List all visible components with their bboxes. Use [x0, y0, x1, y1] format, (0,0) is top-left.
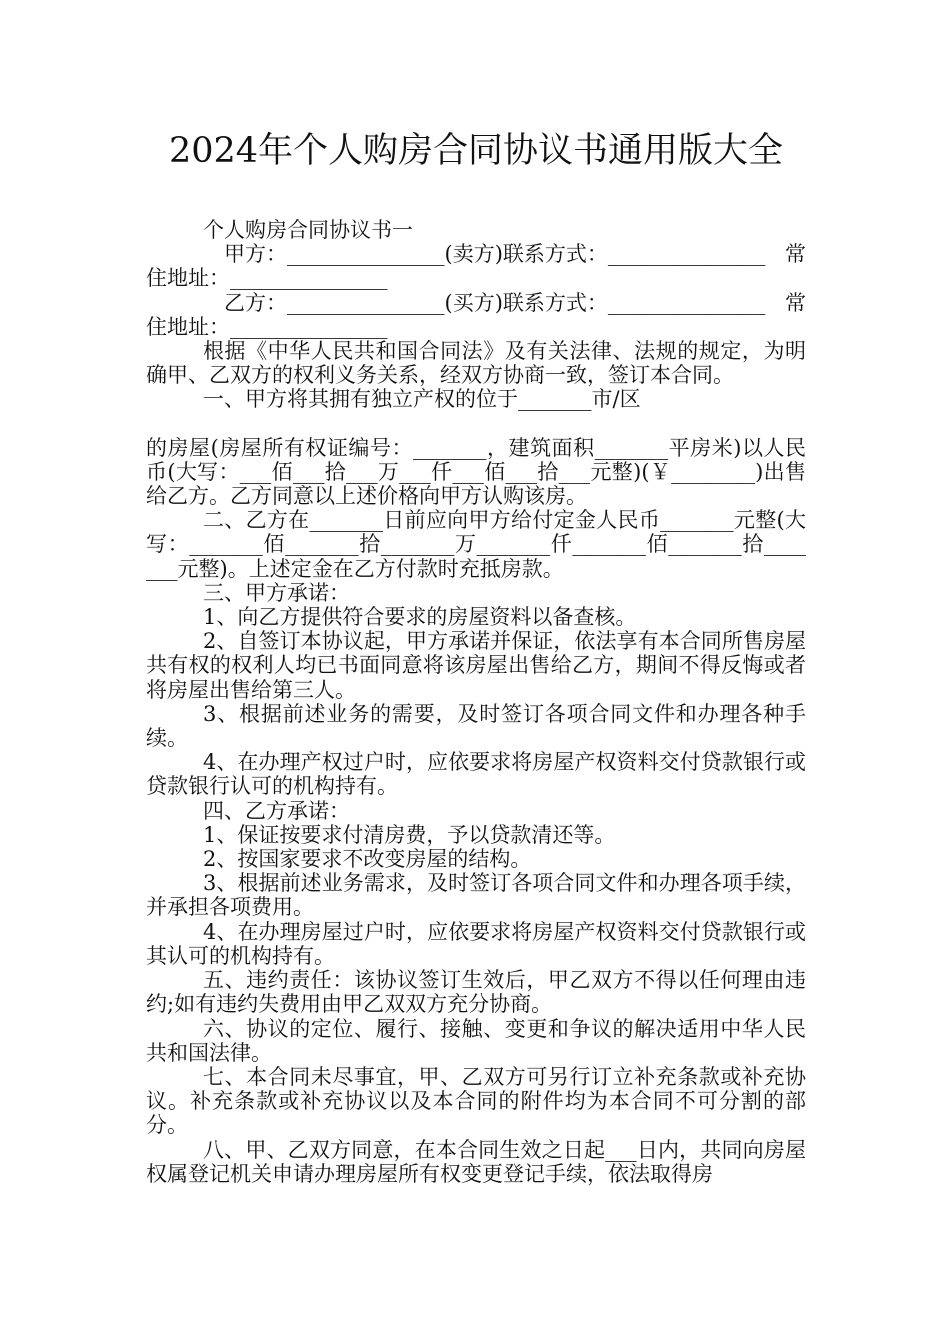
clause-7: 七、本合同未尽事宜，甲、乙双方可另行订立补充条款或补充协议。补充条款或补充协议以及本合同的附件均为本合同不可分割的部分。 [146, 1064, 806, 1138]
intro-paragraph: 根据《中华人民共和国合同法》及有关法律、法规的规定，为明确甲、乙双方的权利义务关系，经双方协商一致，签订本合同。 [146, 339, 806, 388]
clause-4-item: 3、根据前述业务需求，及时签订各项合同文件和办理各项手续，并承担各项费用。 [146, 871, 806, 920]
clause-1-body: 的房屋(房屋所有权证编号：_______，建筑面积_______平房米)以人民币(大写：___佰___拾___万___仟___佰___拾___元整)(￥________)出售给乙方。乙方同意以上述价格向甲方认购该房。 [146, 435, 806, 509]
party-a-address: 住地址：_______________ [146, 266, 388, 291]
clause-4-title: 四、乙方承诺： [203, 798, 350, 823]
clause-3-item: 1、向乙方提供符合要求的房屋资料以备查核。 [203, 605, 637, 630]
party-a-tail: 常 [785, 242, 806, 267]
clause-3-item: 4、在办理产权过户时，应依要求将房屋产权资料交付贷款银行或贷款银行认可的机构持有。 [146, 750, 806, 799]
clause-8: 八、甲、乙双方同意，在本合同生效之日起___日内，共同向房屋权属登记机关申请办理房屋所有权变更登记手续，依法取得房 [146, 1137, 806, 1186]
clause-1-heading: 一、甲方将其拥有独立产权的位于_______市/区 [203, 387, 641, 412]
clause-6: 六、协议的定位、履行、接触、变更和争议的解决适用中华人民共和国法律。 [146, 1016, 806, 1065]
clause-2: 二、乙方在_______日前应向甲方给付定金人民币_______元整(大写：_______佰_______拾_______万_______仟_______佰_______拾_______元整)。上述定金在乙方付款时充抵房款。 [146, 508, 806, 581]
subtitle: 个人购房合同协议书一 [203, 218, 413, 242]
party-b-address: 住地址：_______________ [146, 314, 388, 339]
document-body [146, 218, 806, 1186]
blank-gap [146, 412, 806, 436]
clause-3-title: 三、甲方承诺： [203, 580, 350, 605]
clause-4-item: 1、保证按要求付清房费，予以贷款清还等。 [203, 822, 616, 847]
clause-3-item: 2、自签订本协议起，甲方承诺并保证，依法享有本合同所售房屋共有权的权利人均已书面同意将该房屋出售给乙方，期间不得反悔或者将房屋出售给第三人。 [146, 629, 806, 702]
party-b-info: 乙方：_______________(买方)联系方式：_______________ [203, 290, 766, 315]
clause-4-item: 4、在办理房屋过户时，应依要求将房屋产权资料交付贷款银行或其认可的机构持有。 [146, 919, 806, 968]
party-b-tail: 常 [785, 290, 806, 315]
clause-5: 五、违约责任：该协议签订生效后，甲乙双方不得以任何理由违约;如有违约失费用由甲乙双双方充分协商。 [146, 968, 806, 1017]
party-b-line [146, 291, 806, 315]
document-page [146, 0, 806, 1344]
clause-4-item: 2、按国家要求不改变房屋的结构。 [203, 847, 532, 872]
clause-3-item: 3、根据前述业务的需要，及时签订各项合同文件和办理各种手续。 [146, 701, 806, 751]
document-title: 2024年个人购房合同协议书通用版大全 [168, 131, 784, 171]
party-a-info: 甲方：_______________(卖方)联系方式：_______________ [203, 242, 766, 267]
party-a-line [146, 242, 806, 266]
